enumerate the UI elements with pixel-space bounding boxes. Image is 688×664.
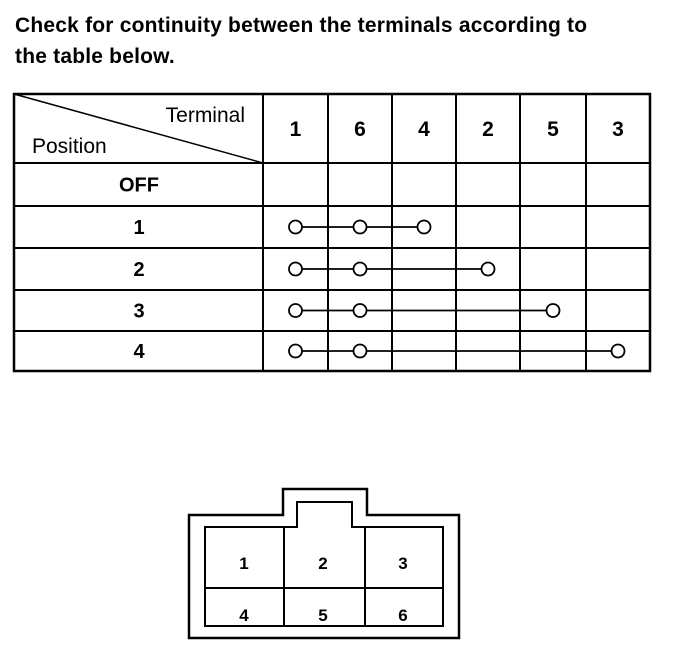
position-label: 1 [133,217,145,239]
connector-terminal-number: 1 [239,554,249,573]
connector-terminal-number: 2 [318,554,328,573]
continuity-terminal-dot [289,221,302,234]
continuity-terminal-dot [354,345,367,358]
terminal-column-header: 6 [354,118,366,141]
terminal-column-header: 3 [612,118,624,141]
terminal-header-label: Terminal [165,104,245,127]
position-header-label: Position [32,135,107,158]
terminal-column-header: 1 [289,118,302,141]
continuity-terminal-dot [612,345,625,358]
instruction-line-1: Check for continuity between the terminals according to [15,14,588,37]
connector-diagram [189,489,459,638]
position-label: 3 [133,300,145,323]
connector-terminal-number: 4 [239,606,249,625]
position-label: 4 [133,341,145,363]
continuity-terminal-dot [354,304,367,317]
terminal-column-header: 5 [547,118,559,141]
continuity-terminal-dot [289,263,302,276]
connector-terminal-number: 3 [398,554,408,573]
instruction-line-2: the table below. [15,45,175,68]
continuity-terminal-dot [482,263,495,276]
continuity-terminal-dot [547,304,560,317]
continuity-table [14,94,650,371]
continuity-terminal-dot [418,221,431,234]
continuity-terminal-dot [289,304,302,317]
connector-terminal-number: 5 [318,606,328,625]
connector-terminal-number: 6 [398,606,408,625]
terminal-column-header: 2 [482,118,494,141]
position-label: OFF [119,174,159,197]
continuity-terminal-dot [289,345,302,358]
continuity-terminal-dot [354,263,367,276]
continuity-terminal-dot [354,221,367,234]
position-label: 2 [133,259,145,281]
terminal-column-header: 4 [418,118,430,141]
